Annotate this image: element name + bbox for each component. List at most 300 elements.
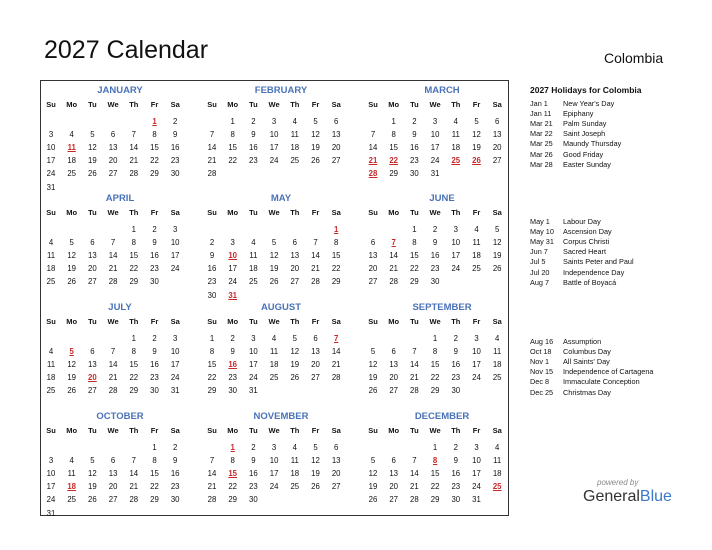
calendar-day: 14 [368,143,378,153]
calendar-day: 10 [170,238,180,248]
calendar-day: 1 [131,225,136,234]
calendar-day: 26 [88,169,97,179]
calendar-day: 27 [492,156,502,166]
calendar-day: 20 [492,143,502,153]
calendar-day: 1 [209,334,215,343]
calendar-day: 31 [472,495,481,505]
calendar-day: 25 [269,373,279,383]
weekday-header: Mo [227,426,239,435]
calendar-day: 25 [46,277,56,287]
calendar-day: 1 [152,443,157,452]
month-name: SEPTEMBER [412,302,472,313]
holiday-name: Saints Peter and Paul [563,257,634,267]
calendar-day: 29 [430,495,440,505]
holiday-date: May 10 [530,227,554,237]
calendar-day: 12 [67,360,77,370]
calendar-day: 10 [170,347,180,357]
calendar-day: 29 [410,277,419,287]
calendar-day: 13 [492,130,502,140]
calendar-day: 9 [173,130,178,140]
holiday-name: Independence Day [563,267,625,277]
calendar-day: 13 [389,469,399,479]
calendar-day: 9 [230,347,235,357]
calendar-day: 14 [108,251,118,261]
calendar-day: 15 [207,360,217,370]
calendar-day: 22 [207,373,217,383]
weekday-header: Mo [66,100,78,109]
calendar-day: 4 [453,117,458,126]
calendar-day: 17 [249,360,258,370]
calendar-grid [40,80,509,516]
calendar-day: 21 [207,156,217,166]
holiday-day: 15 [228,469,238,479]
calendar-day: 26 [311,156,320,166]
calendar-day: 20 [389,482,399,492]
calendar-day: 17 [46,482,56,492]
calendar-day: 9 [152,238,157,248]
calendar-day: 10 [46,469,56,479]
calendar-day: 24 [249,373,258,383]
weekday-header: Th [129,317,139,326]
holiday-day: 26 [472,156,481,166]
calendar-day: 23 [228,373,238,383]
calendar-day: 4 [495,334,500,343]
calendar-day: 21 [331,360,341,370]
weekday-header: Th [290,317,300,326]
holiday-name: Good Friday [563,149,604,159]
holiday-day: 25 [451,156,461,166]
calendar-day: 28 [129,495,139,505]
calendar-day: 10 [249,347,258,357]
holiday-name: All Saints' Day [563,357,610,367]
calendar-day: 27 [331,482,341,492]
calendar-day: 24 [451,264,461,274]
calendar-day: 7 [209,130,215,140]
calendar-day: 12 [67,251,77,261]
calendar-day: 18 [472,251,481,261]
calendar-day: 30 [410,169,419,179]
calendar-day: 26 [368,386,378,396]
calendar-day: 8 [230,456,235,466]
month-name: NOVEMBER [253,411,309,422]
calendar-day: 8 [209,347,215,357]
holiday-date: Dec 8 [530,377,550,387]
weekday-header: Fr [150,100,159,109]
holiday-day: 7 [334,334,339,343]
calendar-day: 5 [90,456,95,466]
calendar-day: 16 [451,360,461,370]
calendar-day: 12 [311,456,320,466]
calendar-day: 9 [251,456,256,466]
weekday-header: Sa [492,426,502,435]
holiday-day: 7 [391,238,396,248]
calendar-day: 27 [290,277,300,287]
calendar-day: 17 [430,143,440,153]
weekday-header: Th [451,100,461,109]
calendar-day: 6 [110,130,116,140]
calendar-day: 5 [370,456,376,466]
calendar-day: 5 [313,443,318,452]
calendar-day: 27 [389,386,399,396]
calendar-day: 28 [129,169,139,179]
calendar-day: 4 [495,443,500,452]
calendar-day: 6 [110,456,116,466]
calendar-day: 29 [129,386,139,396]
calendar-day: 14 [410,469,419,479]
calendar-day: 6 [495,117,500,126]
calendar-day: 11 [493,456,502,466]
calendar-day: 20 [108,482,118,492]
calendar-day: 11 [493,347,502,357]
weekday-header: Th [290,208,300,217]
calendar-day: 20 [389,373,399,383]
holiday-date: Oct 18 [530,347,552,357]
calendar-day: 4 [69,130,74,140]
month-name: DECEMBER [414,411,470,422]
calendar-day: 11 [270,347,279,357]
weekday-header: Tu [249,317,258,326]
calendar-day: 23 [150,373,159,383]
month-name: MAY [270,193,292,204]
calendar-day: 31 [249,386,258,396]
weekday-header: Tu [88,317,97,326]
calendar-day: 5 [90,130,95,140]
calendar-day: 29 [228,495,238,505]
weekday-header: Tu [249,100,258,109]
calendar-day: 30 [207,290,217,300]
calendar-day: 13 [311,347,320,357]
calendar-day: 18 [492,469,502,479]
weekday-header: Sa [170,208,180,217]
calendar-day: 3 [432,117,438,126]
calendar-day: 1 [230,117,235,126]
calendar-day: 5 [292,334,297,343]
holiday-day: 11 [67,143,76,153]
weekday-header: We [107,317,119,326]
calendar-day: 25 [249,277,258,287]
calendar-day: 6 [370,238,376,248]
calendar-day: 15 [228,143,238,153]
weekday-header: Tu [88,426,97,435]
holiday-date: Aug 16 [530,337,554,346]
calendar-day: 2 [209,238,215,248]
holiday-day: 8 [432,456,438,466]
weekday-header: Tu [410,100,419,109]
calendar-day: 21 [108,373,118,383]
calendar-day: 10 [472,347,481,357]
calendar-day: 25 [46,386,56,396]
calendar-day: 12 [368,360,378,370]
weekday-header: Fr [472,426,481,435]
calendar-day: 4 [271,334,277,343]
calendar-day: 2 [432,225,438,234]
calendar-day: 11 [67,469,76,479]
weekday-header: Th [451,208,461,217]
calendar-day: 5 [271,238,277,248]
calendar-day: 1 [432,443,438,452]
month-name: AUGUST [260,302,302,313]
holiday-date: Jan 1 [530,99,548,108]
calendar-day: 10 [269,130,279,140]
month-name: JANUARY [97,85,143,96]
weekday-header: Sa [170,317,180,326]
calendar-day: 26 [269,277,279,287]
calendar-day: 9 [432,238,438,248]
weekday-header: We [107,426,119,435]
calendar-day: 26 [311,482,320,492]
weekday-header: Mo [66,208,78,217]
calendar-day: 2 [173,443,178,452]
weekday-header: Mo [66,317,78,326]
calendar-day: 5 [370,347,376,357]
calendar-day: 30 [170,495,180,505]
calendar-day: 16 [207,264,217,274]
calendar-day: 5 [69,238,74,248]
calendar-day: 12 [311,130,320,140]
calendar-day: 24 [269,156,279,166]
weekday-header: We [268,426,280,435]
calendar-day: 2 [152,225,157,234]
weekday-header: Th [129,208,139,217]
calendar-day: 30 [249,495,258,505]
calendar-day: 17 [170,251,180,261]
calendar-day: 1 [412,225,417,234]
month-name: JULY [108,302,132,313]
holiday-name: Corpus Christi [563,237,610,247]
calendar-day: 15 [430,469,440,479]
calendar-day: 27 [331,156,341,166]
calendar-day: 29 [430,386,440,396]
calendar-day: 26 [67,386,77,396]
calendar-day: 25 [290,156,300,166]
calendar-day: 19 [368,482,378,492]
calendar-day: 30 [451,495,461,505]
calendar-day: 24 [269,482,279,492]
calendar-day: 8 [152,456,157,466]
weekday-header: Fr [311,100,320,109]
calendar-day: 26 [67,277,77,287]
holiday-name: Battle of Boyacá [563,277,617,287]
calendar-day: 16 [249,469,258,479]
calendar-day: 6 [391,347,396,357]
calendar-day: 26 [88,495,97,505]
calendar-day: 10 [451,238,461,248]
calendar-day: 16 [170,143,180,153]
calendar-day: 22 [129,373,139,383]
calendar-day: 21 [207,482,217,492]
calendar-day: 18 [67,156,77,166]
weekday-header: Tu [88,208,97,217]
calendar-day: 28 [108,277,118,287]
weekday-header: Su [46,208,56,217]
calendar-day: 21 [311,264,320,274]
calendar-day: 8 [334,238,339,248]
calendar-day: 19 [67,264,77,274]
holiday-name: Ascension Day [563,227,612,237]
calendar-day: 13 [88,251,97,261]
calendar-day: 17 [170,360,180,370]
calendar-day: 3 [173,225,178,234]
calendar-day: 16 [410,143,419,153]
weekday-header: We [268,208,280,217]
calendar-day: 9 [453,456,458,466]
brand-name-blue: Blue [639,488,672,505]
calendar-day: 3 [474,334,479,343]
calendar-day: 25 [492,373,502,383]
calendar-day: 18 [249,264,258,274]
calendar-day: 4 [48,347,54,357]
weekday-header: Mo [227,208,239,217]
calendar-day: 16 [170,469,180,479]
weekday-header: Sa [492,100,502,109]
calendar-day: 19 [88,156,97,166]
calendar-day: 24 [472,482,481,492]
holiday-date: Nov 15 [530,367,554,377]
holiday-name: Columbus Day [563,347,611,357]
calendar-day: 22 [430,482,440,492]
calendar-day: 3 [173,334,178,343]
calendar-day: 8 [432,347,438,357]
calendar-day: 30 [430,277,440,287]
calendar-day: 3 [48,130,54,140]
calendar-day: 27 [311,373,320,383]
weekday-header: Mo [66,426,78,435]
calendar-day: 15 [331,251,341,261]
calendar-day: 19 [290,360,300,370]
calendar-day: 28 [207,495,217,505]
brand-name-general: General [583,488,640,505]
weekday-header: Su [207,100,217,109]
weekday-header: Sa [170,100,180,109]
calendar-day: 6 [391,456,396,466]
weekday-header: Sa [170,426,180,435]
weekday-header: We [429,208,441,217]
calendar-day: 23 [207,277,217,287]
calendar-day: 17 [451,251,461,261]
calendar-day: 8 [131,347,136,357]
calendar-day: 20 [290,264,300,274]
holiday-date: Mar 25 [530,139,553,149]
calendar-day: 13 [331,456,341,466]
calendar-day: 17 [472,360,481,370]
calendar-day: 2 [412,117,417,126]
calendar-day: 20 [331,469,341,479]
weekday-header: Su [207,317,217,326]
holiday-date: Jul 20 [530,267,550,277]
calendar-day: 19 [88,482,97,492]
weekday-header: We [107,208,119,217]
calendar-day: 12 [368,469,378,479]
holiday-day: 22 [389,156,399,166]
calendar-day: 19 [311,469,320,479]
calendar-day: 11 [472,238,481,248]
calendar-day: 26 [492,264,502,274]
calendar-day: 28 [207,169,217,179]
calendar-day: 3 [474,443,479,452]
calendar-day: 9 [152,347,157,357]
calendar-day: 16 [430,251,440,261]
calendar-day: 4 [48,238,54,248]
holiday-date: Mar 21 [530,119,553,129]
weekday-header: Tu [88,100,97,109]
calendar-day: 18 [492,360,502,370]
holiday-name: Epiphany [563,109,594,119]
calendar-day: 25 [290,482,300,492]
month-name: FEBRUARY [254,85,308,96]
calendar-day: 17 [472,469,481,479]
calendar-day: 13 [290,251,300,261]
calendar-day: 2 [251,443,256,452]
calendar-day: 20 [331,143,341,153]
weekday-header: Sa [331,100,341,109]
calendar-day: 5 [474,117,479,126]
calendar-day: 14 [389,251,399,261]
calendar-day: 30 [451,386,461,396]
holiday-date: Mar 28 [530,159,553,169]
calendar-day: 30 [228,386,238,396]
calendar-day: 1 [391,117,396,126]
holiday-name: Palm Sunday [563,119,607,129]
calendar-day: 8 [391,130,396,140]
weekday-header: Sa [331,317,341,326]
calendar-day: 21 [129,482,139,492]
calendar-day: 13 [88,360,97,370]
calendar-day: 19 [67,373,77,383]
holiday-date: Nov 1 [530,357,550,367]
calendar-day: 17 [269,469,279,479]
weekday-header: Su [46,100,56,109]
calendar-day: 23 [150,264,159,274]
holiday-name: Assumption [563,337,602,346]
holiday-day: 1 [230,443,235,452]
weekday-header: Tu [410,426,419,435]
weekday-header: Th [290,426,300,435]
calendar-day: 31 [46,508,56,518]
holiday-date: Mar 26 [530,149,553,159]
calendar-day: 24 [46,169,56,179]
calendar-day: 12 [269,251,279,261]
weekday-header: Mo [227,100,239,109]
calendar-day: 2 [453,443,458,452]
calendar-day: 10 [46,143,56,153]
calendar-day: 13 [331,130,341,140]
holiday-date: May 1 [530,217,550,226]
weekday-header: Th [129,100,139,109]
holiday-name: Maundy Thursday [563,139,622,149]
weekday-header: Fr [311,208,320,217]
calendar-day: 16 [249,143,258,153]
weekday-header: Su [368,317,378,326]
calendar-day: 1 [432,334,438,343]
calendar-day: 2 [173,117,178,126]
weekday-header: Tu [249,208,258,217]
month-name: JUNE [429,193,455,204]
weekday-header: Su [207,208,217,217]
calendar-day: 31 [430,169,440,179]
calendar-day: 14 [108,360,118,370]
calendar-day: 19 [311,143,320,153]
holiday-name: Easter Sunday [563,159,611,169]
calendar-day: 9 [209,251,215,261]
calendar-day: 16 [150,360,159,370]
month-name: MARCH [424,85,460,96]
calendar-day: 18 [46,373,56,383]
holiday-day: 5 [69,347,74,357]
holiday-day: 20 [88,373,97,383]
calendar-day: 21 [389,264,399,274]
calendar-day: 30 [150,277,159,287]
weekday-header: Sa [492,317,502,326]
